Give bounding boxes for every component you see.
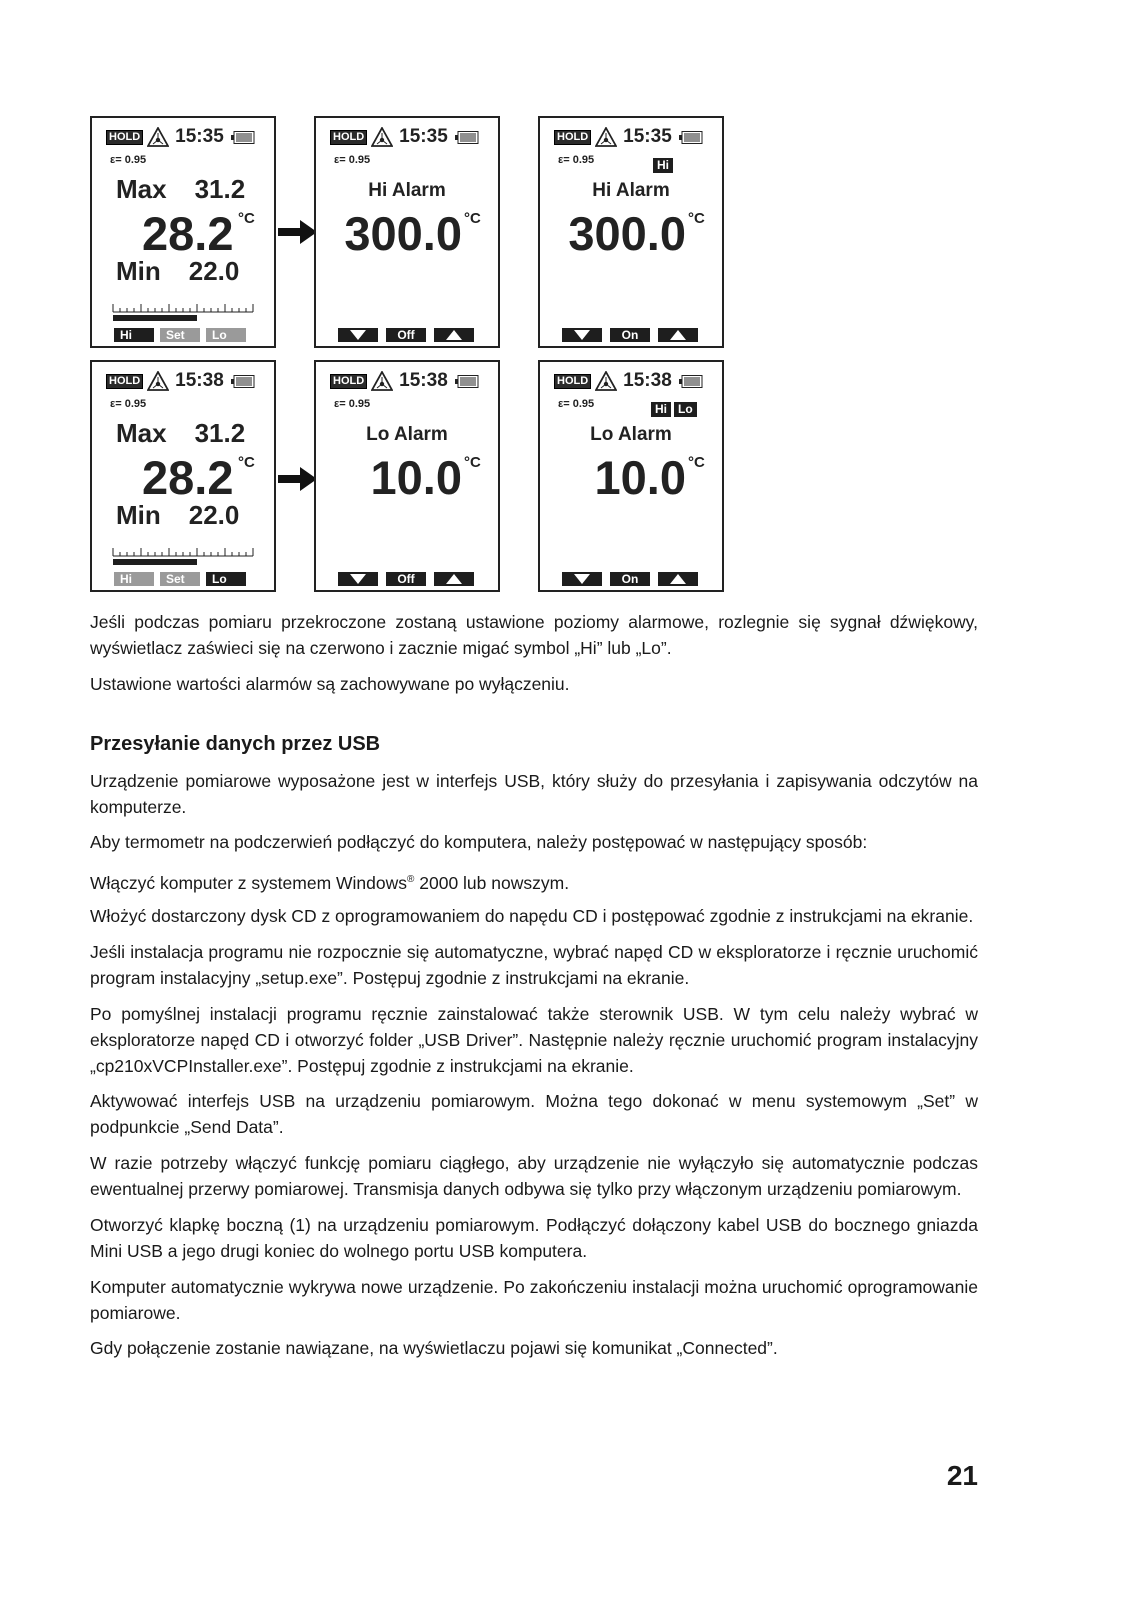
triangle-down-icon [574,330,590,340]
lo-flag: Lo [674,402,697,417]
triangle-down-icon [350,574,366,584]
alarm-title: Hi Alarm [368,180,446,201]
alarm-threshold-value: 10.0 [594,451,686,504]
status-bar [330,370,479,392]
battery-icon [679,131,703,144]
laser-warning-icon [595,127,617,147]
min-row [116,256,239,287]
softkey-row [114,328,246,342]
alarm-title: Hi Alarm [592,180,670,201]
softkey-toggle[interactable]: On [610,328,650,342]
emissivity-label: ε= 0.95 [334,398,371,410]
lcd-screen-hi-alarm-off [314,116,500,348]
alarm-title: Lo Alarm [590,424,672,445]
min-row [116,500,239,531]
paragraph-connect-steps: Aby termometr na podczerwień podłączyć do komputera, należy postępować w następujący sposób: [90,832,868,852]
softkey-row [338,572,474,586]
arrow-right-icon [278,219,318,245]
alarm-threshold-value: 300.0 [568,207,686,260]
max-label: Max [116,418,167,448]
hold-indicator: HOLD [330,374,367,389]
paragraph-activate-usb: Aktywować interfejs USB na urządzeniu pomiarowym. Można tego dokonać w menu systemowym „Set” w podpunkcie „Send Data”. [90,1091,978,1137]
up-arrow-key[interactable] [434,572,474,586]
arrow-right-icon [278,466,318,492]
status-bar [106,126,255,148]
unit-label: °C [464,454,481,471]
triangle-up-icon [446,574,462,584]
unit-label: °C [238,210,255,227]
status-bar [554,370,703,392]
registered-mark: ® [407,874,415,885]
lcd-screen-lo-alarm-off [314,360,500,592]
unit-label: °C [464,210,481,227]
softkey-row [562,572,698,586]
unit-label: °C [238,454,255,471]
laser-warning-icon [371,127,393,147]
down-arrow-key[interactable] [338,328,378,342]
clock: 15:35 [175,126,224,147]
lcd-screen-max-min-row2 [90,360,276,592]
min-label: Min [116,256,161,286]
status-bar [106,370,255,392]
alarm-flags [648,400,697,418]
battery-icon [455,131,479,144]
page-number: 21 [946,1460,978,1491]
softkey-set[interactable]: Set [160,572,200,586]
up-arrow-key[interactable] [434,328,474,342]
laser-warning-icon [371,371,393,391]
paragraph-usb-driver: Po pomyślnej instalacji programu ręcznie zainstalować także sterownik USB. W tym celu należy wybrać w eksploratorze napęd CD i otworzyć folder „USB Driver”. Następnie należy ręcznie uruchomić program instalacyjny „cp210xVCPInstaller.exe”. Postępuj zgodnie z instrukcjami na ekranie. [90,1004,978,1076]
paragraph-windows [90,867,978,896]
emissivity-label: ε= 0.95 [334,154,371,166]
max-value: 31.2 [194,174,246,204]
lcd-screen-max-min-row1 [90,116,276,348]
laser-warning-icon [147,371,169,391]
windows-text: Włączyć komputer z systemem Windows [90,872,408,893]
paragraph-insert-cd: Włożyć dostarczony dysk CD z oprogramowaniem do napędu CD i postępować zgodnie z instrukcjami na ekranie. [90,906,974,926]
unit-label: °C [688,210,705,227]
max-row [116,418,245,449]
hold-indicator: HOLD [554,130,591,145]
emissivity-label: ε= 0.95 [558,154,595,166]
triangle-down-icon [350,330,366,340]
hold-indicator: HOLD [554,374,591,389]
max-label: Max [116,174,167,204]
up-arrow-key[interactable] [658,572,698,586]
windows-version-text: 2000 lub nowszym. [414,872,570,893]
alarm-threshold-value: 300.0 [344,207,462,260]
down-arrow-key[interactable] [562,572,602,586]
clock: 15:35 [623,126,672,147]
softkey-lo[interactable]: Lo [206,328,246,342]
clock: 15:38 [399,370,448,391]
triangle-up-icon [670,330,686,340]
paragraph-alarm-memory: Ustawione wartości alarmów są zachowywane po wyłączeniu. [90,674,570,694]
status-bar [554,126,703,148]
lcd-screen-hi-alarm-on [538,116,724,348]
temperature-reading: 28.2 [142,451,234,504]
softkey-row [562,328,698,342]
battery-icon [455,375,479,388]
clock: 15:38 [623,370,672,391]
triangle-up-icon [670,574,686,584]
softkey-hi[interactable]: Hi [114,328,154,342]
emissivity-label: ε= 0.95 [558,398,595,410]
paragraph-usb-interface: Urządzenie pomiarowe wyposażone jest w interfejs USB, który służy do przesyłania i zapisywania odczytów na komputerze. [90,771,978,817]
max-value: 31.2 [194,418,246,448]
max-row [116,174,245,205]
battery-icon [231,375,255,388]
bar-scale [112,300,254,324]
softkey-toggle[interactable]: Off [386,328,426,342]
triangle-up-icon [446,330,462,340]
laser-warning-icon [595,371,617,391]
paragraph-detect-device: Komputer automatycznie wykrywa nowe urządzenie. Po zakończeniu instalacji można uruchomić oprogramowanie pomiarowe. [90,1277,978,1323]
paragraph-connect-cable: Otworzyć klapkę boczną (1) na urządzeniu pomiarowym. Podłączyć dołączony kabel USB do bocznego gniazda Mini USB a jego drugi koniec do wolnego portu USB komputera. [90,1215,978,1261]
paragraph-connected: Gdy połączenie zostanie nawiązane, na wyświetlaczu pojawi się komunikat „Connected”. [90,1338,778,1358]
down-arrow-key[interactable] [338,572,378,586]
up-arrow-key[interactable] [658,328,698,342]
down-arrow-key[interactable] [562,328,602,342]
clock: 15:38 [175,370,224,391]
emissivity-label: ε= 0.95 [110,398,147,410]
hi-flag: Hi [653,158,673,173]
softkey-lo[interactable]: Lo [206,572,246,586]
softkey-hi[interactable]: Hi [114,572,154,586]
emissivity-label: ε= 0.95 [110,154,147,166]
min-label: Min [116,500,161,530]
triangle-down-icon [574,574,590,584]
alarm-title: Lo Alarm [366,424,448,445]
alarm-flags [650,156,673,174]
alarm-threshold-value: 10.0 [370,451,462,504]
status-bar [330,126,479,148]
paragraph-setup-exe: Jeśli instalacja programu nie rozpocznie się automatyczne, wybrać napęd CD w eksploratorze i ręcznie uruchomić program instalacyjny „setup.exe”. Postępuj zgodnie z instrukcjami na ekranie. [90,942,978,988]
battery-icon [679,375,703,388]
temperature-reading: 28.2 [142,207,234,260]
hold-indicator: HOLD [330,130,367,145]
softkey-toggle[interactable]: Off [386,572,426,586]
min-value: 22.0 [188,256,240,286]
softkey-row [338,328,474,342]
min-value: 22.0 [188,500,240,530]
hi-flag: Hi [651,402,671,417]
softkey-set[interactable]: Set [160,328,200,342]
paragraph-alarm-signal: Jeśli podczas pomiaru przekroczone zostaną ustawione poziomy alarmowe, rozlegnie się sygnał dźwiękowy, wyświetlacz zaświeci się na czerwono i zacznie migać symbol „Hi” lub „Lo”. [90,612,978,658]
paragraph-continuous-mode: W razie potrzeby włączyć funkcję pomiaru ciągłego, aby urządzenie nie wyłączyło się automatycznie podczas ewentualnej przerwy pomiarowej. Transmisja danych odbywa się tylko przy włączonym urządzeniu pomiarowym. [90,1153,978,1199]
hold-indicator: HOLD [106,374,143,389]
softkey-row [114,572,246,586]
laser-warning-icon [147,127,169,147]
hold-indicator: HOLD [106,130,143,145]
unit-label: °C [688,454,705,471]
softkey-toggle[interactable]: On [610,572,650,586]
section-heading-usb: Przesyłanie danych przez USB [90,733,381,755]
lcd-screen-lo-alarm-on [538,360,724,592]
battery-icon [231,131,255,144]
clock: 15:35 [399,126,448,147]
bar-scale [112,544,254,568]
